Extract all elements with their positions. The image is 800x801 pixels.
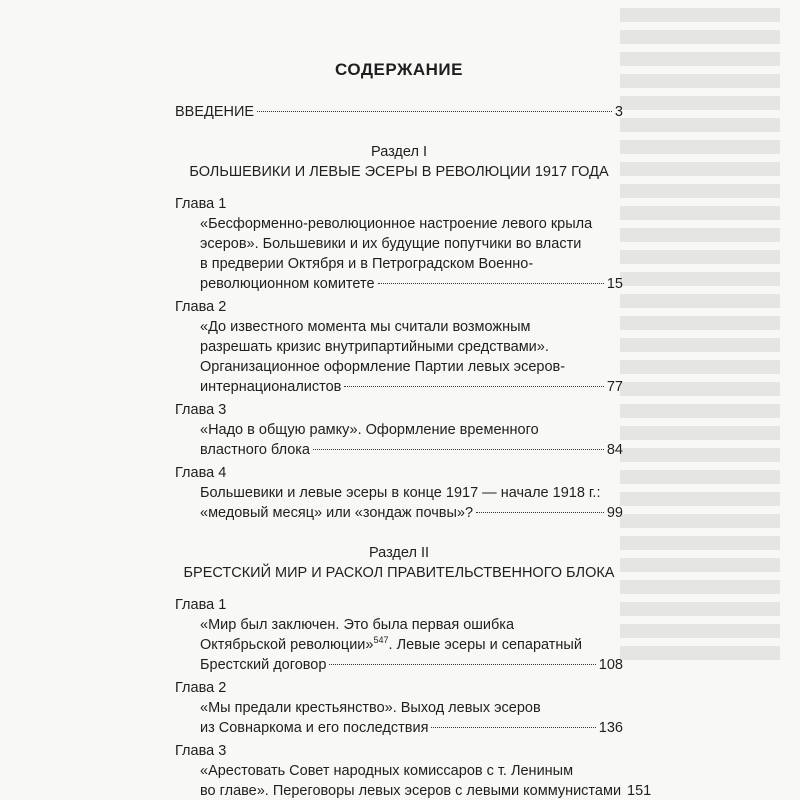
chapter-label: Глава 2 [175, 299, 227, 315]
chapter-label: Глава 4 [175, 465, 227, 481]
chapter-label: Глава 2 [175, 680, 227, 696]
dot-leader [431, 727, 595, 728]
bleed-through-shadow [600, 0, 800, 800]
dot-leader [344, 386, 603, 387]
chapter-line: «Бесформенно-революционное настроение левого крыла [200, 216, 593, 232]
section-label: Раздел II [368, 545, 429, 561]
page-number: 3 [614, 104, 623, 120]
chapter-last-line [200, 377, 623, 397]
section-title: БРЕСТСКИЙ МИР И РАСКОЛ ПРАВИТЕЛЬСТВЕННОГО БЛОКА [183, 565, 615, 581]
chapter-line: в предверии Октября и в Петроградском Военно- [200, 256, 534, 272]
dot-leader [378, 283, 604, 284]
toc-entry-intro [175, 102, 623, 122]
chapter-label: Глава 3 [175, 402, 227, 418]
chapter-label: Глава 3 [175, 743, 227, 759]
chapter-line-with-footnote [200, 635, 623, 655]
page-number: 99 [606, 505, 623, 521]
table-of-contents [175, 60, 652, 801]
chapter-line: разрешать кризис внутрипартийными средствами». [200, 339, 549, 355]
chapter-line: «До известного момента мы считали возможным [200, 319, 531, 335]
section-title: БОЛЬШЕВИКИ И ЛЕВЫЕ ЭСЕРЫ В РЕВОЛЮЦИИ 1917 ГОДА [189, 164, 609, 180]
chapter-line: Брестский договор [200, 657, 327, 673]
dot-leader [313, 449, 604, 450]
page-number: 151 [627, 783, 652, 799]
chapter-entry [175, 194, 623, 294]
chapter-line: Большевики и левые эсеры в конце 1917 — начале 1918 г.: [200, 485, 601, 501]
chapter-last-line [200, 503, 623, 523]
chapter-entry [175, 595, 623, 675]
chapter-last-line [200, 781, 652, 801]
section-label: Раздел I [371, 144, 427, 160]
chapter-entry [175, 297, 623, 397]
chapter-line: «Мы предали крестьянство». Выход левых эсеров [200, 700, 541, 716]
page-number: 84 [606, 442, 623, 458]
chapter-line: Организационное оформление Партии левых эсеров- [200, 359, 566, 375]
toc-title: СОДЕРЖАНИЕ [335, 60, 463, 79]
chapter-entry [175, 678, 623, 738]
dot-leader [329, 664, 595, 665]
chapter-label: Глава 1 [175, 196, 227, 212]
page-number: 15 [606, 276, 623, 292]
footnote-marker: 547 [373, 635, 389, 646]
section-2 [175, 543, 652, 801]
entry-label: ВВЕДЕНИЕ [175, 104, 255, 120]
chapter-line: эсеров». Большевики и их будущие попутчики во власти [200, 236, 582, 252]
chapter-line: «Мир был заключен. Это была первая ошибка [200, 617, 515, 633]
chapter-line: «Арестовать Совет народных комиссаров с т. Лениным [200, 763, 574, 779]
chapter-line: «медовый месяц» или «зондаж почвы»? [200, 505, 474, 521]
chapter-last-line [200, 274, 623, 294]
dot-leader [257, 111, 612, 112]
chapter-entry [175, 463, 623, 523]
chapter-entry [175, 400, 623, 460]
chapter-line: во главе». Переговоры левых эсеров с левыми коммунистами [200, 783, 622, 799]
page-number: 136 [598, 720, 623, 736]
chapter-line: революционном комитете [200, 276, 375, 292]
chapter-last-line [200, 718, 623, 738]
chapter-entry [175, 741, 652, 801]
page-number: 108 [598, 657, 623, 673]
chapter-line: из Совнаркома и его последствия [200, 720, 429, 736]
chapter-line-text: . Левые эсеры и сепаратный [388, 637, 582, 653]
chapter-line: интернационалистов [200, 379, 342, 395]
section-1 [175, 142, 623, 523]
chapter-line: «Надо в общую рамку». Оформление временного [200, 422, 539, 438]
dot-leader [476, 512, 604, 513]
chapter-last-line [200, 655, 623, 675]
chapter-last-line [200, 440, 623, 460]
page-number: 77 [606, 379, 623, 395]
chapter-line: властного блока [200, 442, 310, 458]
chapter-line-text: Октябрьской революции» [200, 637, 374, 653]
chapter-label: Глава 1 [175, 597, 227, 613]
